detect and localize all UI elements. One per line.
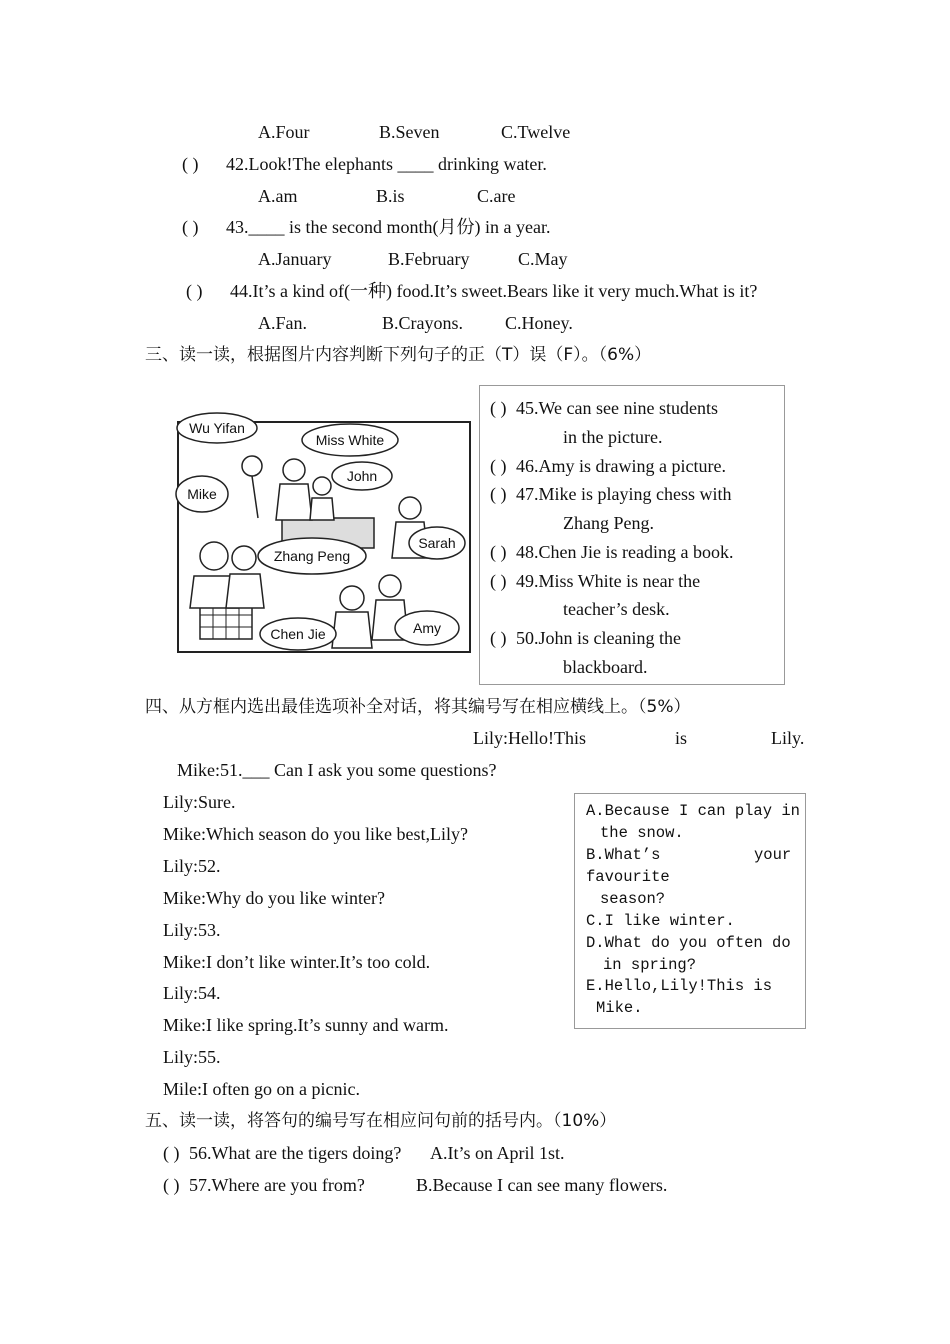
- q44-option-a: A.Fan.: [258, 313, 307, 333]
- q44-option-b: B.Crayons.: [382, 313, 463, 333]
- option-c: C.I like winter.: [586, 912, 735, 930]
- label-john: John: [346, 468, 378, 484]
- q50-statement-cont: blackboard.: [563, 657, 648, 677]
- q46-statement: 46.Amy is drawing a picture.: [516, 456, 726, 476]
- dialog-line: Lily:Sure.: [163, 792, 236, 812]
- q47-answer-paren[interactable]: ( ): [490, 484, 507, 504]
- q43-question: 43.____ is the second month(月份) in a year.: [226, 217, 551, 237]
- q56-question: 56.What are the tigers doing?: [189, 1143, 402, 1163]
- q42-question: 42.Look!The elephants ____ drinking water.: [226, 154, 547, 174]
- dialog-line0-c: Lily.: [771, 728, 805, 748]
- answer-a: A.It’s on April 1st.: [430, 1143, 565, 1163]
- q57-question: 57.Where are you from?: [189, 1175, 365, 1195]
- classroom-picture: [172, 408, 474, 656]
- q48-statement: 48.Chen Jie is reading a book.: [516, 542, 734, 562]
- q42-option-a: A.am: [258, 186, 298, 206]
- q41-option-a: A.Four: [258, 122, 310, 142]
- option-e-cont: Mike.: [596, 999, 643, 1017]
- option-d: D.What do you often do: [586, 934, 791, 952]
- q42-option-c: C.are: [477, 186, 516, 206]
- option-d-cont: in spring?: [603, 956, 697, 974]
- dialog-line: Mike:I don’t like winter.It’s too cold.: [163, 952, 431, 972]
- q46-answer-paren[interactable]: ( ): [490, 456, 507, 476]
- q57-answer-paren[interactable]: ( ): [163, 1175, 180, 1195]
- q48-answer-paren[interactable]: ( ): [490, 542, 507, 562]
- label-mike: Mike: [187, 486, 217, 502]
- dialog-line-54: Lily:54.: [163, 983, 221, 1003]
- label-amy: Amy: [413, 620, 441, 636]
- option-b-cont: favourite: [586, 868, 670, 886]
- q43-option-c: C.May: [518, 249, 568, 269]
- dialog-line: Mike:Which season do you like best,Lily?: [163, 824, 468, 844]
- label-miss-white: Miss White: [315, 432, 385, 448]
- q41-option-c: C.Twelve: [501, 122, 571, 142]
- option-a: A.Because I can play in: [586, 802, 800, 820]
- q50-answer-paren[interactable]: ( ): [490, 628, 507, 648]
- label-wu-yifan: Wu Yifan: [189, 420, 245, 436]
- q49-statement-cont: teacher’s desk.: [563, 599, 670, 619]
- q43-option-b: B.February: [388, 249, 470, 269]
- dialog-line-52: Lily:52.: [163, 856, 221, 876]
- option-b-cont2: season?: [600, 890, 666, 908]
- option-b: B.What’s: [586, 846, 661, 864]
- label-chen-jie: Chen Jie: [270, 626, 326, 642]
- q41-option-b: B.Seven: [379, 122, 440, 142]
- q44-question: 44.It’s a kind of(一种) food.It’s sweet.Bears like it very much.What is it?: [230, 281, 758, 301]
- q43-option-a: A.January: [258, 249, 332, 269]
- section3-heading: 三、读一读，根据图片内容判断下列句子的正（T）误（F）。（6%）: [145, 345, 652, 365]
- q42-answer-paren[interactable]: ( ): [182, 154, 199, 174]
- q49-statement: 49.Miss White is near the: [516, 571, 701, 591]
- dialog-line-53: Lily:53.: [163, 920, 221, 940]
- dialog-line0-b: is: [675, 728, 688, 748]
- q47-statement-cont: Zhang Peng.: [563, 513, 654, 533]
- option-a-cont: the snow.: [600, 824, 684, 842]
- q56-answer-paren[interactable]: ( ): [163, 1143, 180, 1163]
- q45-answer-paren[interactable]: ( ): [490, 398, 507, 418]
- label-sarah: Sarah: [418, 535, 456, 551]
- q43-answer-paren[interactable]: ( ): [182, 217, 199, 237]
- answer-b: B.Because I can see many flowers.: [416, 1175, 668, 1195]
- section5-heading: 五、读一读，将答句的编号写在相应问句前的括号内。（10%）: [145, 1111, 617, 1131]
- dialog-line-51: Mike:51.___ Can I ask you some questions?: [177, 760, 497, 780]
- label-zhang-peng: Zhang Peng: [273, 548, 351, 564]
- q45-statement-cont: in the picture.: [563, 427, 663, 447]
- q50-statement: 50.John is cleaning the: [516, 628, 681, 648]
- q44-answer-paren[interactable]: ( ): [186, 281, 203, 301]
- q49-answer-paren[interactable]: ( ): [490, 571, 507, 591]
- q45-statement: 45.We can see nine students: [516, 398, 718, 418]
- dialog-line: Mile:I often go on a picnic.: [163, 1079, 360, 1099]
- option-b-word: your: [754, 846, 792, 864]
- dialog-line: Mike:I like spring.It’s sunny and warm.: [163, 1015, 449, 1035]
- q44-option-c: C.Honey.: [505, 313, 573, 333]
- q47-statement: 47.Mike is playing chess with: [516, 484, 732, 504]
- dialog-line: Mike:Why do you like winter?: [163, 888, 385, 908]
- dialog-line0-a: Lily:Hello!This: [473, 728, 586, 748]
- dialog-line-55: Lily:55.: [163, 1047, 221, 1067]
- q42-option-b: B.is: [376, 186, 405, 206]
- option-e: E.Hello,Lily!This is: [586, 977, 773, 995]
- section4-heading: 四、从方框内选出最佳选项补全对话，将其编号写在相应横线上。（5%）: [145, 697, 691, 717]
